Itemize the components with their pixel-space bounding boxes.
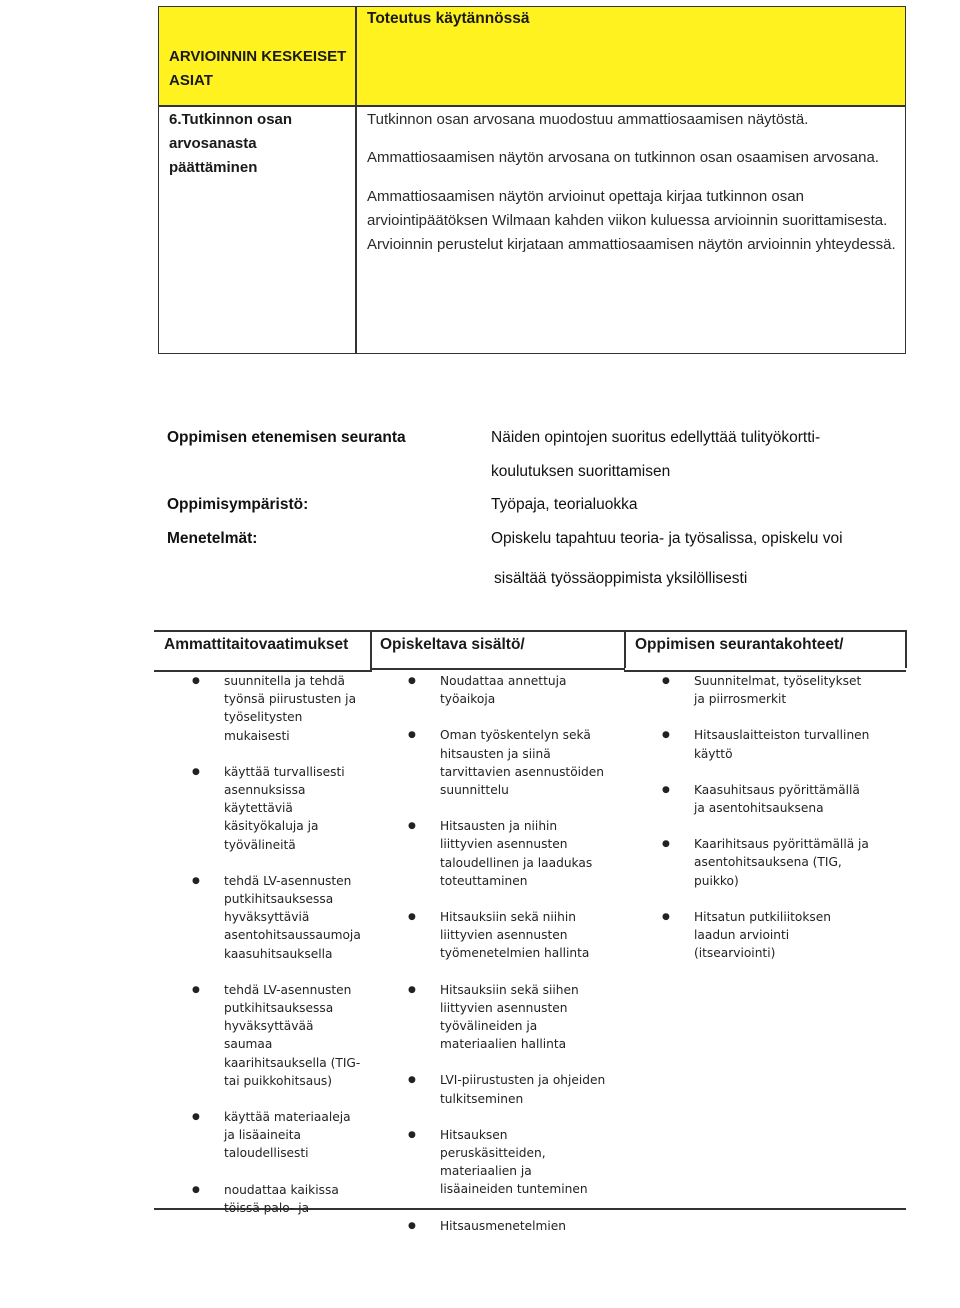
- header-study-content: Opiskeltava sisältö/: [380, 636, 525, 653]
- methods-value-line2: sisältää työssäoppimista yksilöllisesti: [494, 570, 748, 587]
- list-item: ● Noudattaa annettuja työaikoja: [406, 672, 606, 708]
- header-skill-requirements: Ammattitaitovaatimukset: [164, 636, 349, 653]
- environment-value: Työpaja, teorialuokka: [491, 496, 638, 513]
- progress-label: Oppimisen etenemisen seuranta: [167, 429, 406, 446]
- progress-value-line1: Näiden opintojen suoritus edellyttää tulityökortti-: [491, 429, 821, 446]
- methods-label: Menetelmät:: [167, 530, 258, 547]
- column-divider: [355, 7, 357, 353]
- paragraph-justification: Arvioinnin perustelut kirjataan ammattiosaamisen näytön arvioinnin yhteydessä.: [367, 236, 896, 253]
- list-item: ● Oman työskentelyn sekä hitsausten ja siinä tarvittavien asennustöiden suunnittelu: [406, 726, 606, 799]
- list-item: ● Hitsauslaitteiston turvallinen käyttö: [660, 726, 870, 762]
- list-item: ● Hitsausten ja niihin liittyvien asennusten taloudellinen ja laadukas toteuttaminen: [406, 817, 606, 890]
- header-divider-2: [624, 630, 626, 668]
- table-right-border: [905, 630, 907, 668]
- paragraph-wilma-recording: Ammattiosaamisen näytön arvioinut opettaja kirjaa tutkinnon osan arviointipäätöksen Wilmaan kahden viikon kuluessa arvioinnin suorittamisesta.: [367, 188, 888, 229]
- list-item: ● käyttää materiaaleja ja lisäaineita taloudellisesti: [190, 1108, 365, 1163]
- paragraph-grade-equivalence: Ammattiosaamisen näytön arvosana on tutkinnon osan osaamisen arvosana.: [367, 149, 879, 166]
- list-item: ● Hitsauksiin sekä niihin liittyvien asennusten työmenetelmien hallinta: [406, 908, 606, 963]
- section-title: 6.Tutkinnon osan arvosanasta päättäminen: [169, 111, 293, 176]
- list-item: ● Hitsatun putkiliitoksen laadun arviointi (itsearviointi): [660, 908, 870, 963]
- list-item: ● käyttää turvallisesti asennuksissa käytettäviä käsityökaluja ja työvälineitä: [190, 763, 365, 854]
- list-item: ● Kaarihitsaus pyörittämällä ja asentohitsauksena (TIG, puikko): [660, 835, 870, 890]
- list-item: ● noudattaa kaikissa töissä palo- ja: [190, 1181, 365, 1217]
- environment-label: Oppimisympäristö:: [167, 496, 309, 513]
- list-item: ● Hitsausmenetelmien: [406, 1217, 606, 1235]
- list-item: ● tehdä LV-asennusten putkihitsauksessa hyväksyttävää saumaa kaarihitsauksella (TIG- tai puikkohitsaus): [190, 981, 365, 1090]
- list-item: ● LVI-piirustusten ja ohjeiden tulkitseminen: [406, 1071, 606, 1107]
- assessment-table: [158, 6, 906, 354]
- study-content-list: [406, 666, 606, 1235]
- learning-monitoring-list: [660, 666, 870, 962]
- list-item: ● tehdä LV-asennusten putkihitsauksessa hyväksyttäviä asentohitsaussaumoja kaasuhitsauksella: [190, 872, 365, 963]
- section-content: [367, 108, 897, 257]
- header-assessment-key-points: ARVIOINNIN KESKEISET ASIAT: [169, 48, 347, 89]
- list-item: ● suunnitella ja tehdä työnsä piirustusten ja työselitysten mukaisesti: [190, 672, 365, 745]
- list-item: ● Suunnitelmat, työselitykset ja piirrosmerkit: [660, 672, 870, 708]
- methods-value-line1: Opiskelu tapahtuu teoria- ja työsalissa, opiskelu voi: [491, 530, 843, 547]
- row-divider: [159, 105, 905, 107]
- list-item: ● Hitsauksen peruskäsitteiden, materiaalien ja lisäaineiden tunteminen: [406, 1126, 606, 1199]
- list-item: ● Hitsauksiin sekä siihen liittyvien asennusten työvälineiden ja materiaalien hallinta: [406, 981, 606, 1054]
- progress-value-line2: koulutuksen suorittamisen: [491, 463, 671, 480]
- curriculum-table: [154, 630, 906, 1233]
- list-item: ● Kaasuhitsaus pyörittämällä ja asentohitsauksena: [660, 781, 870, 817]
- header-implementation: Toteutus käytännössä: [367, 10, 530, 27]
- paragraph-grade-origin: Tutkinnon osan arvosana muodostuu ammattiosaamisen näytöstä.: [367, 111, 809, 128]
- header-divider-1: [370, 630, 372, 668]
- skill-requirements-list: [190, 666, 365, 1217]
- table-top-border: [154, 630, 906, 632]
- header-learning-monitoring: Oppimisen seurantakohteet/: [635, 636, 844, 653]
